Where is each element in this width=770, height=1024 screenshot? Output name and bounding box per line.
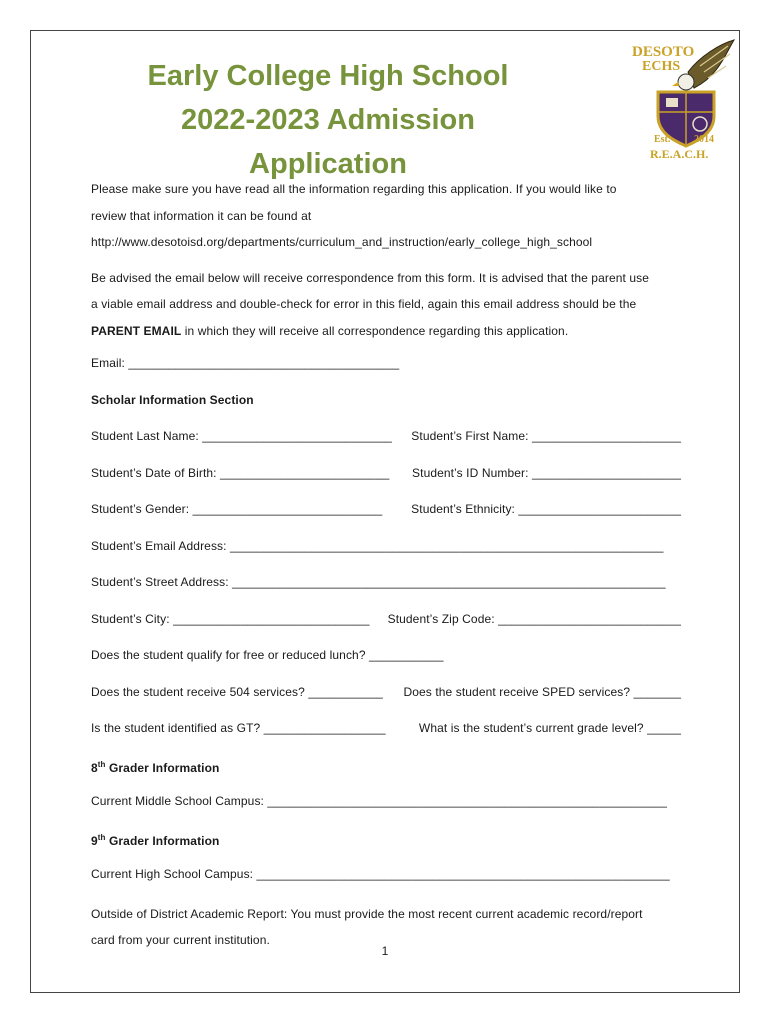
student-email-field[interactable]: Student’s Email Address: ________________________________________________________________ (91, 538, 664, 553)
logo-top-text-2: ECHS (642, 59, 681, 74)
gt-row (91, 718, 681, 755)
intro-paragraph-2 (91, 265, 681, 345)
intro-p2-line-3 (91, 318, 681, 345)
gender-row (91, 499, 681, 536)
grade-level-field[interactable]: What is the student’s current grade level? _____ (418, 721, 681, 735)
street-address-field[interactable]: Student’s Street Address: ________________________________________________________________ (91, 575, 666, 589)
intro-p2-line-2: a viable email address and double-check for error in this field, again this email address should be the (91, 297, 637, 311)
name-row (91, 426, 681, 463)
scholar-section-heading: Scholar Information Section (91, 392, 254, 407)
logo-est-left: Est. (654, 134, 671, 145)
logo-bottom-text: R.E.A.C.H. (650, 147, 709, 161)
intro-p2-line-3-rest: in which they will receive all correspondence regarding this application. (181, 323, 569, 338)
logo-est-right: 2014 (694, 134, 714, 145)
dob-row (91, 463, 681, 500)
outside-line-1: Outside of District Academic Report: You must provide the most recent current academic record/report (91, 906, 643, 921)
middle-school-field[interactable]: Current Middle School Campus: ___________________________________________________________ (91, 794, 668, 808)
logo-top-text-1: DESOTO (632, 44, 695, 60)
services-504-field[interactable]: Does the student receive 504 services? ___________ (91, 684, 383, 699)
page-number: 1 (381, 944, 389, 958)
email-field[interactable]: Email: ________________________________________ (91, 356, 400, 370)
grade8-section-heading: 8th Grader Information (91, 759, 220, 775)
title-line-1: Early College High School (147, 60, 509, 92)
intro-p1-line-2: review that information it can be found at (91, 208, 312, 223)
intro-p1-line-1: Please make sure you have read all the information regarding this application. If you would like to (91, 182, 617, 196)
high-school-field[interactable]: Current High School Campus: _____________________________________________________________ (91, 867, 670, 881)
title-line-2: 2022-2023 Admission Application (181, 104, 475, 180)
form-body (91, 176, 681, 953)
intro-p2-line-1: Be advised the email below will receive correspondence from this form. It is advised that the parent use (91, 270, 650, 285)
zip-field[interactable]: Student’s Zip Code: ___________________________ (387, 611, 681, 626)
city-row (91, 609, 681, 646)
student-id-field[interactable]: Student’s ID Number: ______________________ (412, 465, 681, 480)
page-title (108, 54, 548, 186)
gt-field[interactable]: Is the student identified as GT? __________________ (91, 721, 386, 735)
grade9-section-heading: 9th Grader Information (91, 832, 220, 848)
dob-field[interactable]: Student’s Date of Birth: _________________________ (91, 465, 390, 480)
intro-paragraph-1 (91, 176, 681, 256)
ethnicity-field[interactable]: Student’s Ethnicity: ________________________ (411, 502, 681, 516)
outside-line-2: card from your current institution. (91, 932, 270, 947)
last-name-field[interactable]: Student Last Name: ____________________________ (91, 429, 392, 443)
info-link[interactable]: http://www.desotoisd.org/departments/curriculum_and_instruction/early_college_high_school (91, 235, 593, 249)
services-row (91, 682, 681, 719)
city-field[interactable]: Student’s City: _____________________________ (91, 611, 370, 626)
gender-field[interactable]: Student’s Gender: ____________________________ (91, 502, 383, 516)
eagle-crest-icon (630, 36, 742, 162)
parent-email-emphasis: PARENT EMAIL (91, 323, 182, 338)
lunch-field[interactable]: Does the student qualify for free or reduced lunch? ___________ (91, 648, 444, 662)
sped-field[interactable]: Does the student receive SPED services? _______ (403, 684, 681, 699)
first-name-field[interactable]: Student’s First Name: ______________________ (411, 429, 681, 443)
